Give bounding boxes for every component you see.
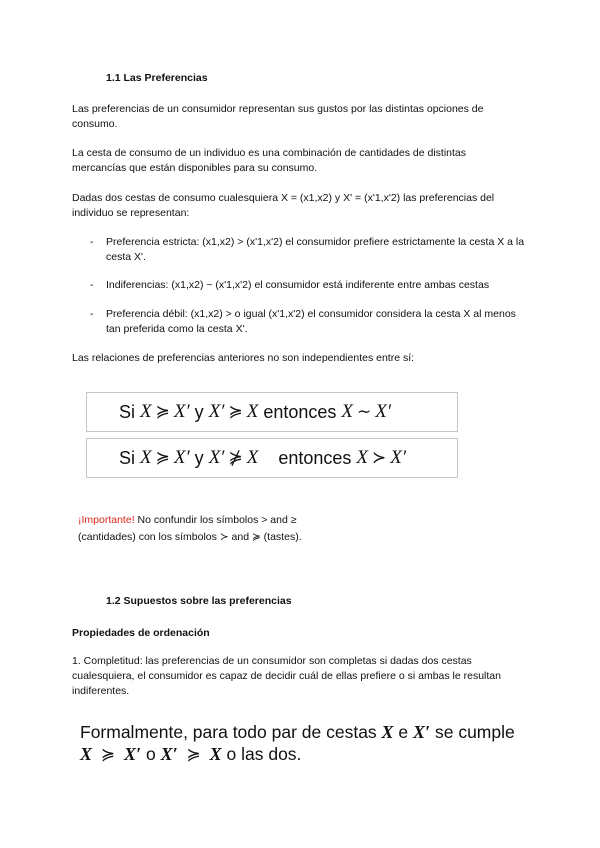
formal-o: o xyxy=(141,744,161,764)
formula-si: Si xyxy=(119,401,136,422)
paragraph-cesta: La cesta de consumo de un individuo es una combinación de cantidades de distintas mercancías que están disponibles para su consumo. xyxy=(72,147,467,174)
formula-y: y xyxy=(194,401,204,422)
formula-entonces: entonces xyxy=(278,447,352,468)
bullet-dash: - xyxy=(90,279,94,291)
bullet-text: Preferencia débil: (x1,x2) > o igual (x'1,x'2) el consumidor considera la cesta X al menos tan preferida como la cesta X'. xyxy=(106,308,516,335)
indifference-symbol: ∼ xyxy=(357,402,372,422)
formula-x: X xyxy=(381,722,394,742)
formula-xprime: X′ xyxy=(208,447,225,468)
bullet-dash: - xyxy=(90,236,94,248)
note-text-1: No confundir los símbolos > and ≥ xyxy=(134,514,297,526)
formula-x: X xyxy=(140,401,152,422)
formula-xprime: X′ xyxy=(413,722,431,742)
formula-xprime: X′ xyxy=(390,447,407,468)
strict-pref-symbol: ≻ xyxy=(372,448,387,468)
formal-statement xyxy=(80,721,540,766)
formula-x: X xyxy=(246,447,259,468)
formal-line-2 xyxy=(80,743,540,766)
formal-line-1 xyxy=(80,721,540,743)
important-label: ¡Importante! xyxy=(78,514,135,526)
weak-pref-symbol: ≽ xyxy=(228,402,243,422)
formula-xprime: X′ xyxy=(160,744,178,764)
section-heading-1: 1.1 Las Preferencias xyxy=(106,72,208,84)
weak-pref-symbol: ≽ xyxy=(100,745,116,765)
formula-box-indifference xyxy=(86,392,458,432)
note-line-2: (cantidades) con los símbolos ≻ and ≽ (tastes). xyxy=(78,531,302,543)
weak-pref-symbol: ≽ xyxy=(186,745,201,765)
formal-end: o las dos. xyxy=(221,744,302,764)
formula-xprime: X′ xyxy=(173,447,190,468)
bullet-text: Indiferencias: (x1,x2) ~ (x'1,x'2) el consumidor está indiferente entre ambas cestas xyxy=(106,279,490,291)
paragraph-completitud: 1. Completitud: las preferencias de un consumidor son completas si dadas dos cestas cualesquiera, el consumidor es capaz de decidir cuál de ellas prefiere o si ambas le resultan indiferentes. xyxy=(72,655,501,697)
formula-x: X xyxy=(209,744,222,764)
formal-e: e xyxy=(393,722,414,742)
important-note xyxy=(78,512,378,546)
formula-box-strict xyxy=(86,438,458,478)
weak-pref-symbol: ≽ xyxy=(155,402,170,422)
not-weak-pref-symbol: ⋡ xyxy=(228,448,243,468)
formula-x: X xyxy=(246,401,259,422)
subheading-ordenacion: Propiedades de ordenación xyxy=(72,627,210,639)
formula-xprime: X′ xyxy=(173,401,190,422)
section-heading-2: 1.2 Supuestos sobre las preferencias xyxy=(106,595,292,607)
formula-xprime: X′ xyxy=(208,401,225,422)
formula-xprime: X′ xyxy=(375,401,392,422)
formal-prefix: Formalmente, para todo par de cestas xyxy=(80,722,382,742)
formula-x: X xyxy=(80,744,93,764)
formula-y: y xyxy=(194,447,204,468)
formula-entonces: entonces xyxy=(263,401,337,422)
weak-pref-symbol: ≽ xyxy=(155,448,170,468)
formula-x: X xyxy=(140,447,152,468)
formula-x: X xyxy=(356,447,368,468)
bullet-text: Preferencia estricta: (x1,x2) > (x'1,x'2) el consumidor prefiere estrictamente la cesta X a la cesta X'. xyxy=(106,236,525,263)
formula-si: Si xyxy=(119,447,136,468)
bullet-dash: - xyxy=(90,308,94,320)
paragraph-preferences: Las preferencias de un consumidor representan sus gustos por las distintas opciones de consumo. xyxy=(72,103,484,130)
formula-x: X xyxy=(341,401,354,422)
paragraph-dadas: Dadas dos cestas de consumo cualesquiera X = (x1,x2) y X' = (x'1,x'2) las preferencias del individuo se representan: xyxy=(72,192,495,219)
formal-suffix: se cumple xyxy=(430,722,515,742)
paragraph-relaciones: Las relaciones de preferencias anteriores no son independientes entre sí: xyxy=(72,352,415,364)
note-line-1 xyxy=(78,512,378,529)
formula-xprime: X′ xyxy=(124,744,142,764)
